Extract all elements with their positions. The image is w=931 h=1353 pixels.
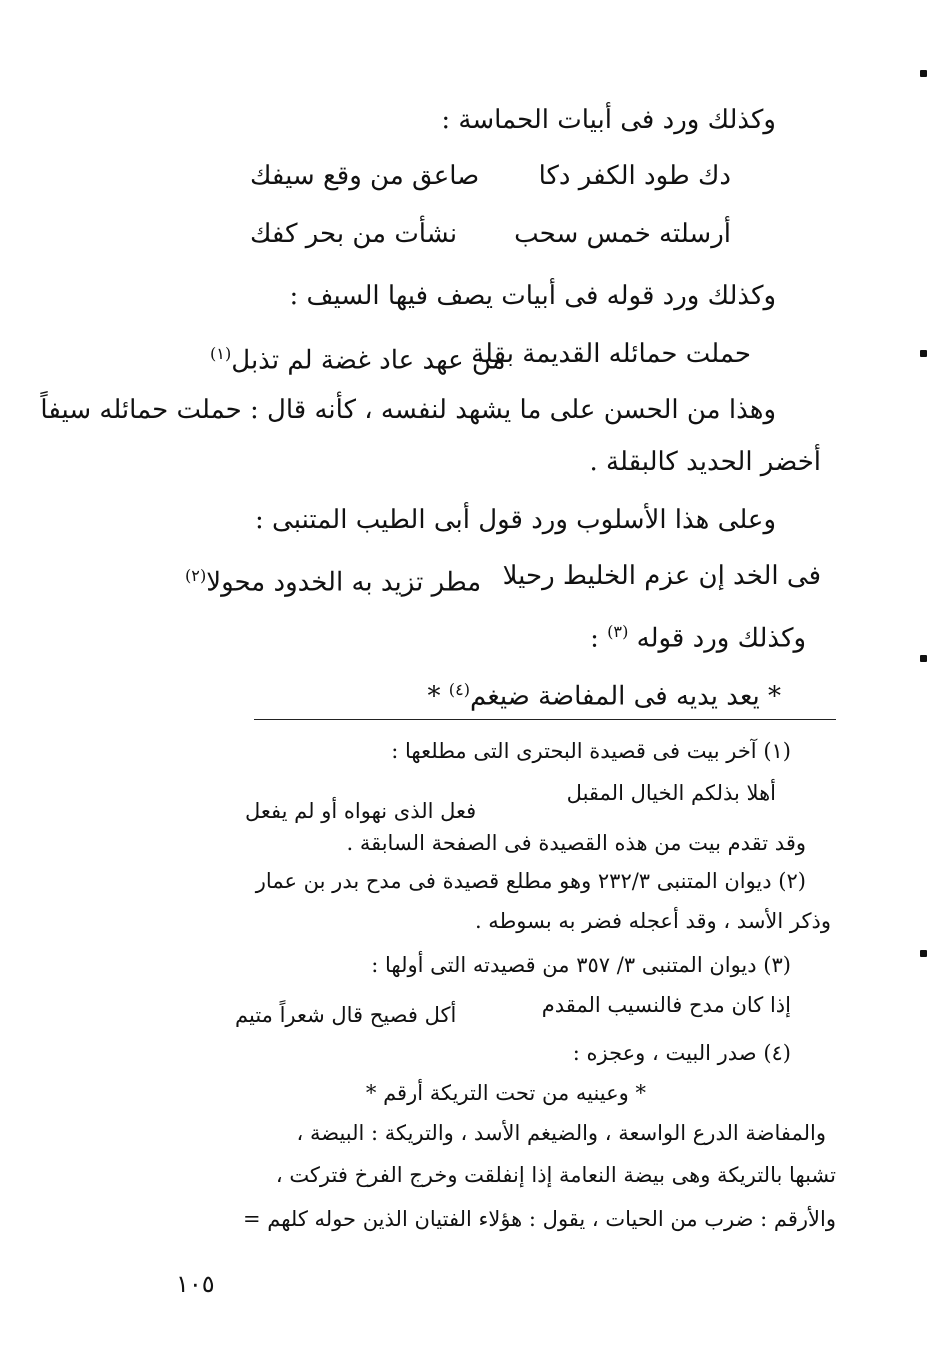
verse-1-left: صاعق من وقع سيفك (250, 161, 480, 191)
footnote-1-verse-right: أهلا بذلكم الخيال المقبل (566, 781, 776, 805)
paragraph-1-line-2: أخضر الحديد كالبقلة . (589, 447, 821, 477)
footnote-1-line-1: (١) آخر بيت فى قصيدة البحترى التى مطلعها : (391, 739, 791, 763)
verse-5-end: * (427, 681, 441, 712)
intro-line-2: وكذلك ورد قوله فى أبيات يصف فيها السيف : (289, 281, 776, 311)
verse-3-left (210, 336, 506, 379)
intro-line-1: وكذلك ورد فى أبيات الحماسة : (441, 105, 776, 135)
verse-4-left (185, 558, 481, 601)
footnote-ref-1: (١) (210, 344, 232, 363)
margin-mark (920, 950, 927, 957)
intro-line-3: وعلى هذا الأسلوب ورد قول أبى الطيب المتنبى : (255, 505, 776, 535)
footnote-4-verse: * وعينيه من تحت التريكة أرقم * (365, 1081, 646, 1105)
margin-mark (920, 70, 927, 77)
footnote-separator (254, 719, 836, 720)
page-number: ١٠٥ (176, 1270, 215, 1298)
paragraph-1-line-1: وهذا من الحسن على ما يشهد لنفسه ، كأنه قال : حملت حمائله سيفاً (40, 395, 776, 425)
footnote-ref-4: (٤) (448, 680, 471, 699)
footnote-3-verse-left: أكل فصيح قال شعراً متيم (235, 1003, 457, 1027)
footnote-4-line-1: (٤) صدر البيت ، وعجزه : (572, 1041, 791, 1065)
margin-mark (920, 350, 927, 357)
verse-3-left-text: من عهد عاد غضة لم تذبل (231, 345, 506, 376)
verse-1-right: دك طود الكفر دكا (538, 161, 731, 191)
footnote-4-line-4: والأرقم : ضرب من الحيات ، يقول : هؤلاء الفتيان الذين حوله كلهم = (242, 1207, 836, 1231)
verse-2-right: أرسلته خمس سحب (514, 219, 731, 249)
footnote-1-verse-left: فعل الذى نهواه أو لم يفعل (245, 799, 477, 823)
verse-3-right: حملت حمائله القديمة بقلة (471, 339, 751, 369)
verse-4-right: فى الخد إن عزم الخليط رحيلا (502, 561, 821, 591)
verse-4-left-text: مطر تزيد به الخدود محولا (206, 567, 482, 598)
intro-line-4-text: وكذلك ورد قوله (636, 623, 806, 654)
verse-2-left: نشأت من بحر كفك (250, 219, 458, 249)
intro-line-4 (590, 614, 806, 657)
footnote-2-line-1: (٢) ديوان المتنبى ٢٣٢/٣ وهو مطلع قصيدة فى مدح بدر بن عمار (255, 869, 806, 893)
footnote-ref-2: (٢) (185, 566, 207, 585)
footnote-2-line-2: وذكر الأسد ، وقد أعجله فضر به بسوطه . (474, 909, 831, 933)
intro-line-4-colon: : (590, 623, 599, 654)
verse-5-text: * يعد يديه فى المفاضة ضيغم (470, 681, 781, 712)
footnote-3-verse-right: إذا كان مدح فالنسيب المقدم (541, 993, 791, 1017)
margin-mark (920, 655, 927, 662)
footnote-1-line-2: وقد تقدم بيت من هذه القصيدة فى الصفحة السابقة . (346, 831, 806, 855)
footnote-ref-3: (٣) (607, 622, 629, 641)
verse-5 (428, 672, 781, 715)
footnote-4-line-3: تشبها بالتريكة وهى بيضة النعامة إذا إنفلقت وخرج الفرخ فتركت ، (275, 1163, 836, 1187)
footnote-3-line-1: (٣) ديوان المتنبى ٣/ ٣٥٧ من قصيدته التى أولها : (371, 953, 791, 977)
footnote-4-line-2: والمفاضة الدرع الواسعة ، والضيغم الأسد ، والتريكة : البيضة ، (296, 1121, 826, 1145)
